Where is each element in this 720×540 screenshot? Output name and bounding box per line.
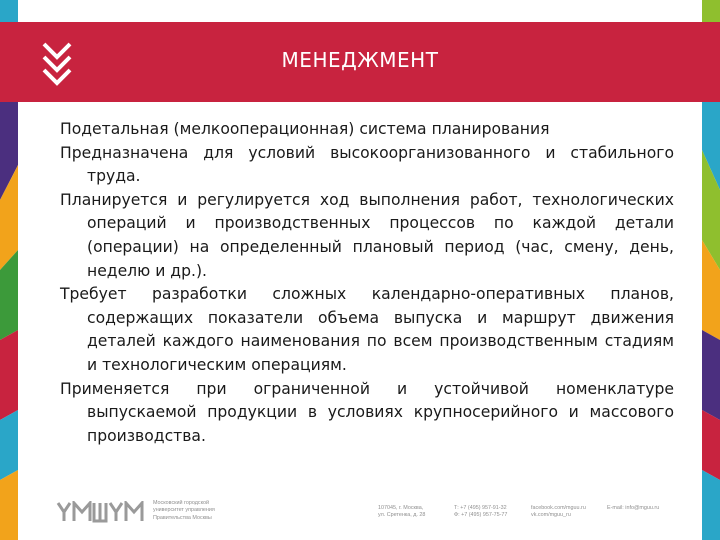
email-link[interactable]: E-mail: info@mguu.ru [607,505,660,511]
footer-address: 107045, г. Москва, ул. Сретенка, д. 28 [378,505,426,519]
paragraph-application: Применяется при ограниченной и устойчивой номенклатуре выпускаемой продукции в условиях крупносерийного и массового производства. [60,379,674,445]
paragraph-requirements: Требует разработки сложных календарно-оперативных планов, содержащих показатели объема выпуска и маршрут движения деталей каждого наименования по всем производственным стадиям и технологическим операциям. [60,285,674,374]
page-title: МЕНЕДЖМЕНТ [281,48,439,72]
paragraph-planning: Планируется и регулируется ход выполнения работ, технологических операций и производственных процессов по каждой детали (операции) на определенный плановый период (час, смену, день, неделю и др.). [60,190,674,280]
footer-social-links[interactable] [531,505,586,520]
mgu-logo-icon [56,501,144,523]
footer-phones: Т: +7 (495) 957-91-32 Ф: +7 (495) 957-75-77 [454,505,508,519]
footer [56,497,676,527]
university-name: Московский городской университет управления Правительства Москвы [153,500,215,521]
facebook-link[interactable]: facebook.com/mguu.ru [531,505,586,511]
vk-link[interactable]: vk.com/mguu_ru [531,512,571,519]
main-content [60,118,674,448]
section-heading: Подетальная (мелкооперационная) система планирования [60,120,550,138]
header-bar [0,22,720,102]
paragraph-purpose: Предназначена для условий высокоорганизованного и стабильного труда. [60,143,674,186]
footer-email[interactable] [607,505,659,512]
